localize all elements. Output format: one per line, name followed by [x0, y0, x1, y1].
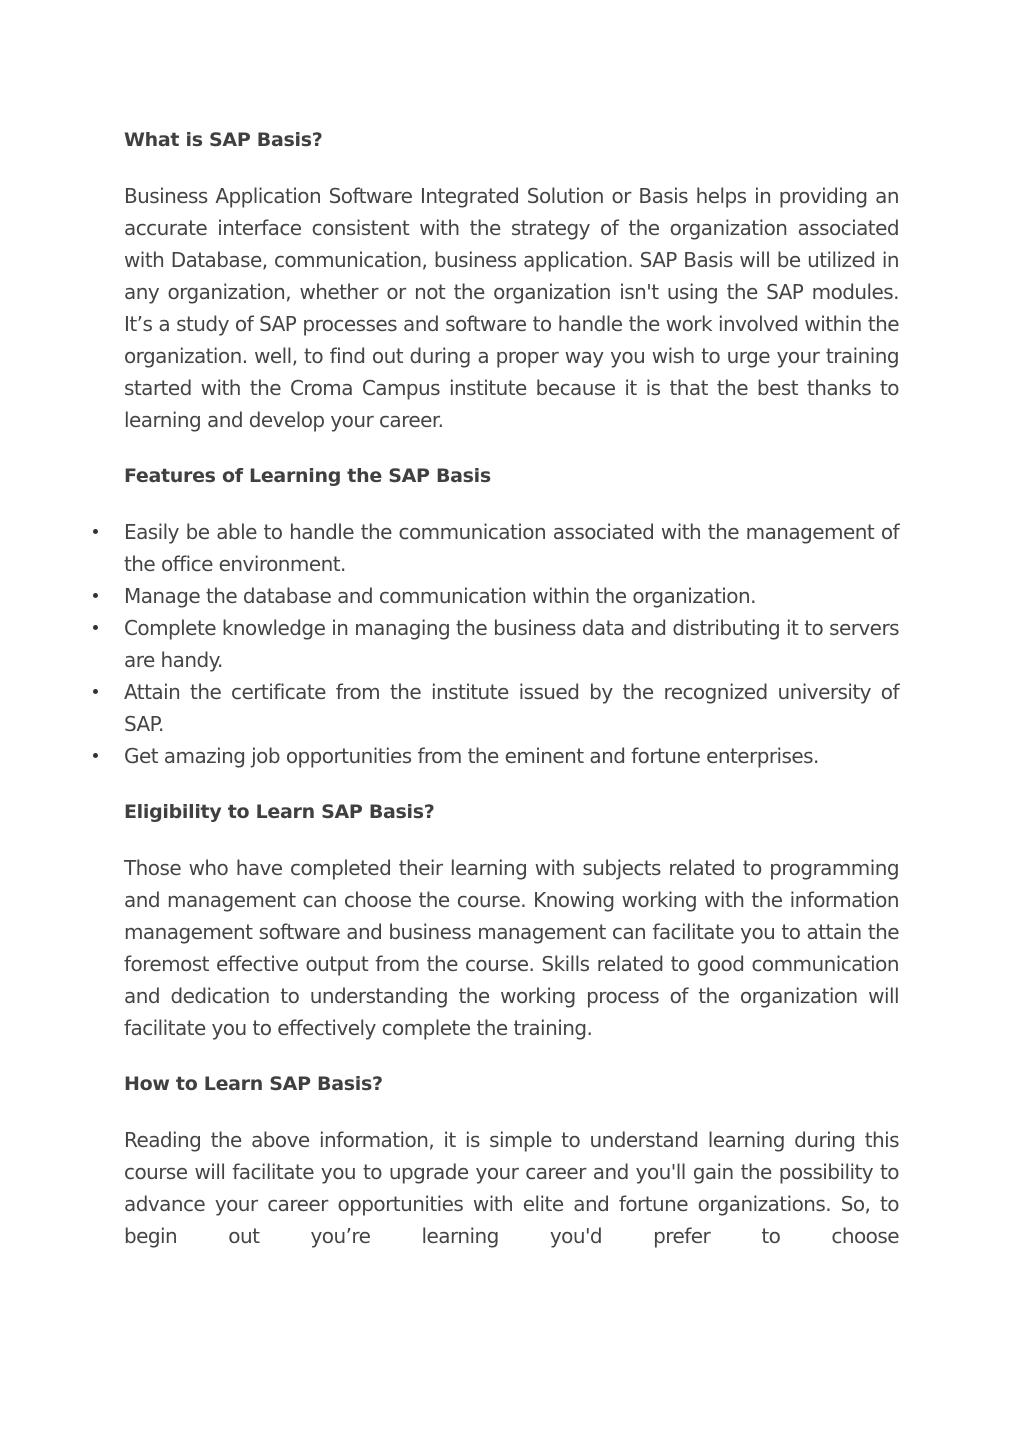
list-item — [124, 516, 899, 580]
list-item-text: Get amazing job opportunities from the eminent and fortune enterprises. — [124, 744, 819, 768]
heading-how-to-learn: How to Learn SAP Basis? — [124, 1073, 383, 1095]
bullet-icon — [93, 625, 98, 630]
paragraph-how-to-learn: Reading the above information, it is simple to understand learning during this course will facilitate you to upgrade your career and you'll gain the possibility to advance your career opportunities with elite and fortune organizations. So, to begin out you’re learning you'd prefer to choose — [124, 1128, 899, 1248]
bullet-icon — [93, 689, 98, 694]
list-item-text: Easily be able to handle the communication associated with the management of the office environment. — [124, 520, 899, 576]
bullet-icon — [93, 753, 98, 758]
heading-what-is-sap-basis: What is SAP Basis? — [124, 129, 323, 151]
list-item-text: Manage the database and communication within the organization. — [124, 584, 756, 608]
document-content — [124, 124, 899, 1252]
paragraph-eligibility: Those who have completed their learning with subjects related to programming and management can choose the course. Knowing working with the information management software and business management can facilitate you to attain the foremost effective output from the course. Skills related to good communication and dedication to understanding the working process of the organization will facilitate you to effectively complete the training. — [124, 856, 899, 1040]
bullet-icon — [93, 593, 98, 598]
bullet-icon — [93, 529, 98, 534]
paragraph-what-is-sap-basis: Business Application Software Integrated Solution or Basis helps in providing an accurate interface consistent with the strategy of the organization associated with Database, communication, business application. SAP Basis will be utilized in any organization, whether or not the organization isn't using the SAP modules. It’s a study of SAP processes and software to handle the work involved within the organization. well, to find out during a proper way you wish to urge your training started with the Croma Campus institute because it is that the best thanks to learning and develop your career. — [124, 184, 899, 432]
list-item — [124, 580, 899, 612]
list-item-text: Attain the certificate from the institute issued by the recognized university of SAP. — [124, 680, 899, 736]
list-item — [124, 740, 899, 772]
features-list — [124, 516, 899, 772]
heading-features: Features of Learning the SAP Basis — [124, 465, 491, 487]
heading-eligibility: Eligibility to Learn SAP Basis? — [124, 801, 435, 823]
list-item — [124, 676, 899, 740]
list-item — [124, 612, 899, 676]
list-item-text: Complete knowledge in managing the business data and distributing it to servers are handy. — [124, 616, 899, 672]
